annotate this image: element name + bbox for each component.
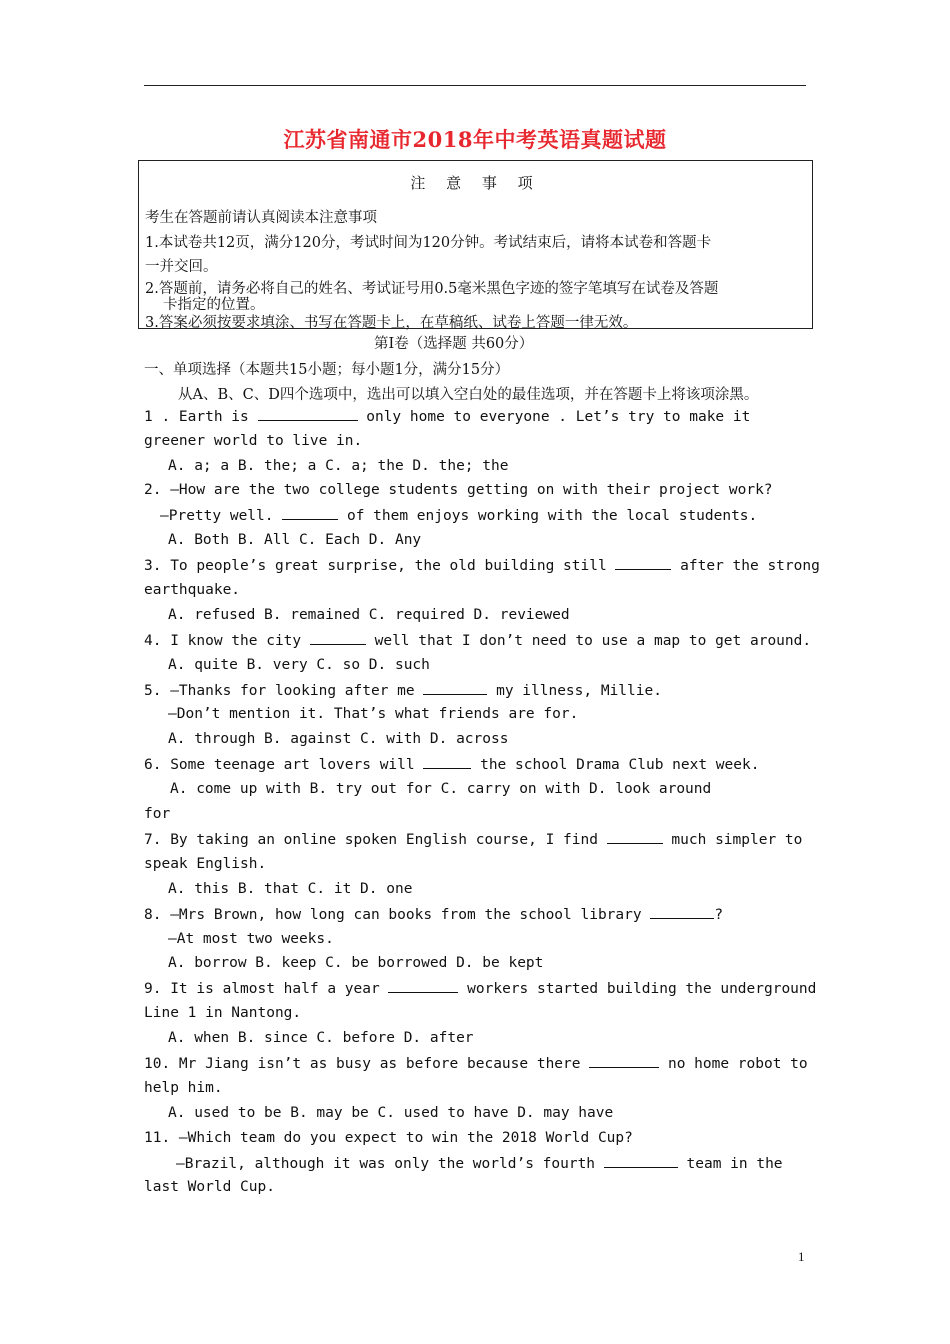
question-text: 3. To people’s great surprise, the old building still (144, 558, 607, 574)
question-text: 4. I know the city (144, 633, 302, 649)
question-text: 10. Mr Jiang isn’t as busy as before because there (144, 1056, 581, 1072)
question-text: my illness, Millie. (496, 683, 662, 699)
question-9 (144, 980, 816, 997)
answer-blank (282, 507, 338, 520)
question-1-cont: greener world to live in. (144, 433, 363, 449)
answer-blank (604, 1155, 678, 1168)
question-3-options: A. refused B. remained C. required D. reviewed (168, 607, 570, 623)
question-4 (144, 632, 811, 649)
question-9-options: A. when B. since C. before D. after (168, 1030, 474, 1046)
question-text: 5. —Thanks for looking after me (144, 683, 415, 699)
question-3 (144, 557, 820, 574)
question-2-options: A. Both B. All C. Each D. Any (168, 532, 422, 548)
question-7-cont: speak English. (144, 856, 267, 872)
notice-item-2-cont: 卡指定的位置。 (163, 297, 265, 313)
question-9-cont: Line 1 in Nantong. (144, 1005, 302, 1021)
answer-blank (615, 557, 671, 570)
question-10-cont: help him. (144, 1080, 223, 1096)
answer-blank (310, 632, 366, 645)
question-8-reply: —At most two weeks. (168, 931, 334, 947)
question-text: —Pretty well. (160, 508, 274, 524)
question-2-reply (160, 507, 757, 524)
header-rule (144, 85, 806, 86)
question-text: the school Drama Club next week. (480, 757, 760, 773)
question-text: —Brazil, although it was only the world’s fourth (176, 1156, 596, 1172)
question-5 (144, 682, 662, 699)
notice-item-1-cont: 一并交回。 (145, 259, 218, 275)
question-6-options: A. come up with B. try out for C. carry on with D. look around (170, 781, 712, 797)
answer-blank (607, 831, 663, 844)
notice-heading: 注 意 事 项 (410, 174, 541, 192)
question-10 (144, 1055, 808, 1072)
question-text: 9. It is almost half a year (144, 981, 380, 997)
question-text: 6. Some teenage art lovers will (144, 757, 415, 773)
question-11: 11. —Which team do you expect to win the 2018 World Cup? (144, 1130, 633, 1146)
question-8-options: A. borrow B. keep C. be borrowed D. be kept (168, 955, 544, 971)
exam-title: 江苏省南通市2018年中考英语真题试题 (283, 127, 667, 152)
answer-blank (589, 1055, 659, 1068)
answer-blank (650, 906, 714, 919)
question-text: 7. By taking an online spoken English course, I find (144, 832, 598, 848)
question-5-options: A. through B. against C. with D. across (168, 731, 509, 747)
notice-item-1: 1.本试卷共12页，满分120分，考试时间为120分钟。考试结束后，请将本试卷和答题卡 (145, 235, 712, 251)
question-11-reply (176, 1155, 783, 1172)
question-text: after the strong (680, 558, 820, 574)
question-1-options: A. a; a B. the; a C. a; the D. the; the (168, 458, 509, 474)
answer-blank (423, 682, 487, 695)
question-7-options: A. this B. that C. it D. one (168, 881, 413, 897)
notice-item-2: 2.答题前，请务必将自己的姓名、考试证号用0.5毫米黑色字迹的签字笔填写在试卷及答题 (145, 281, 719, 297)
question-text: well that I don’t need to use a map to get around. (374, 633, 812, 649)
question-text: 8. —Mrs Brown, how long can books from the school library (144, 907, 642, 923)
question-2: 2. —How are the two college students getting on with their project work? (144, 482, 773, 498)
page-number: 1 (798, 1249, 805, 1264)
question-3-cont: earthquake. (144, 582, 241, 598)
question-6-options-cont: for (144, 806, 171, 822)
answer-blank (423, 756, 471, 769)
question-text: no home robot to (667, 1056, 808, 1072)
notice-box (138, 160, 813, 329)
notice-item-3: 3.答案必须按要求填涂、书写在答题卡上，在草稿纸、试卷上答题一律无效。 (145, 315, 638, 331)
part-instruction: 从A、B、C、D四个选项中，选出可以填入空白处的最佳选项，并在答题卡上将该项涂黑。 (178, 387, 759, 403)
question-text: only home to everyone . Let’s try to make it (366, 409, 751, 425)
part-heading: 一、单项选择（本题共15小题；每小题1分，满分15分） (144, 362, 510, 378)
question-10-options: A. used to be B. may be C. used to have D. may have (168, 1105, 614, 1121)
question-5-reply: —Don’t mention it. That’s what friends are for. (168, 706, 579, 722)
volume-heading: 第Ⅰ卷（选择题 共60分） (374, 336, 534, 352)
notice-intro: 考生在答题前请认真阅读本注意事项 (145, 210, 377, 226)
question-11-cont: last World Cup. (144, 1179, 275, 1195)
question-1 (144, 408, 750, 425)
question-text: team in the (686, 1156, 783, 1172)
question-text: 1 . Earth is (144, 409, 249, 425)
answer-blank (388, 980, 458, 993)
question-7 (144, 831, 802, 848)
answer-blank (258, 408, 358, 421)
question-4-options: A. quite B. very C. so D. such (168, 657, 430, 673)
question-8 (144, 906, 723, 923)
question-text: of them enjoys working with the local students. (346, 508, 758, 524)
question-text: ? (714, 907, 724, 923)
question-text: much simpler to (671, 832, 803, 848)
question-6 (144, 756, 759, 773)
question-text: workers started building the underground (467, 981, 817, 997)
